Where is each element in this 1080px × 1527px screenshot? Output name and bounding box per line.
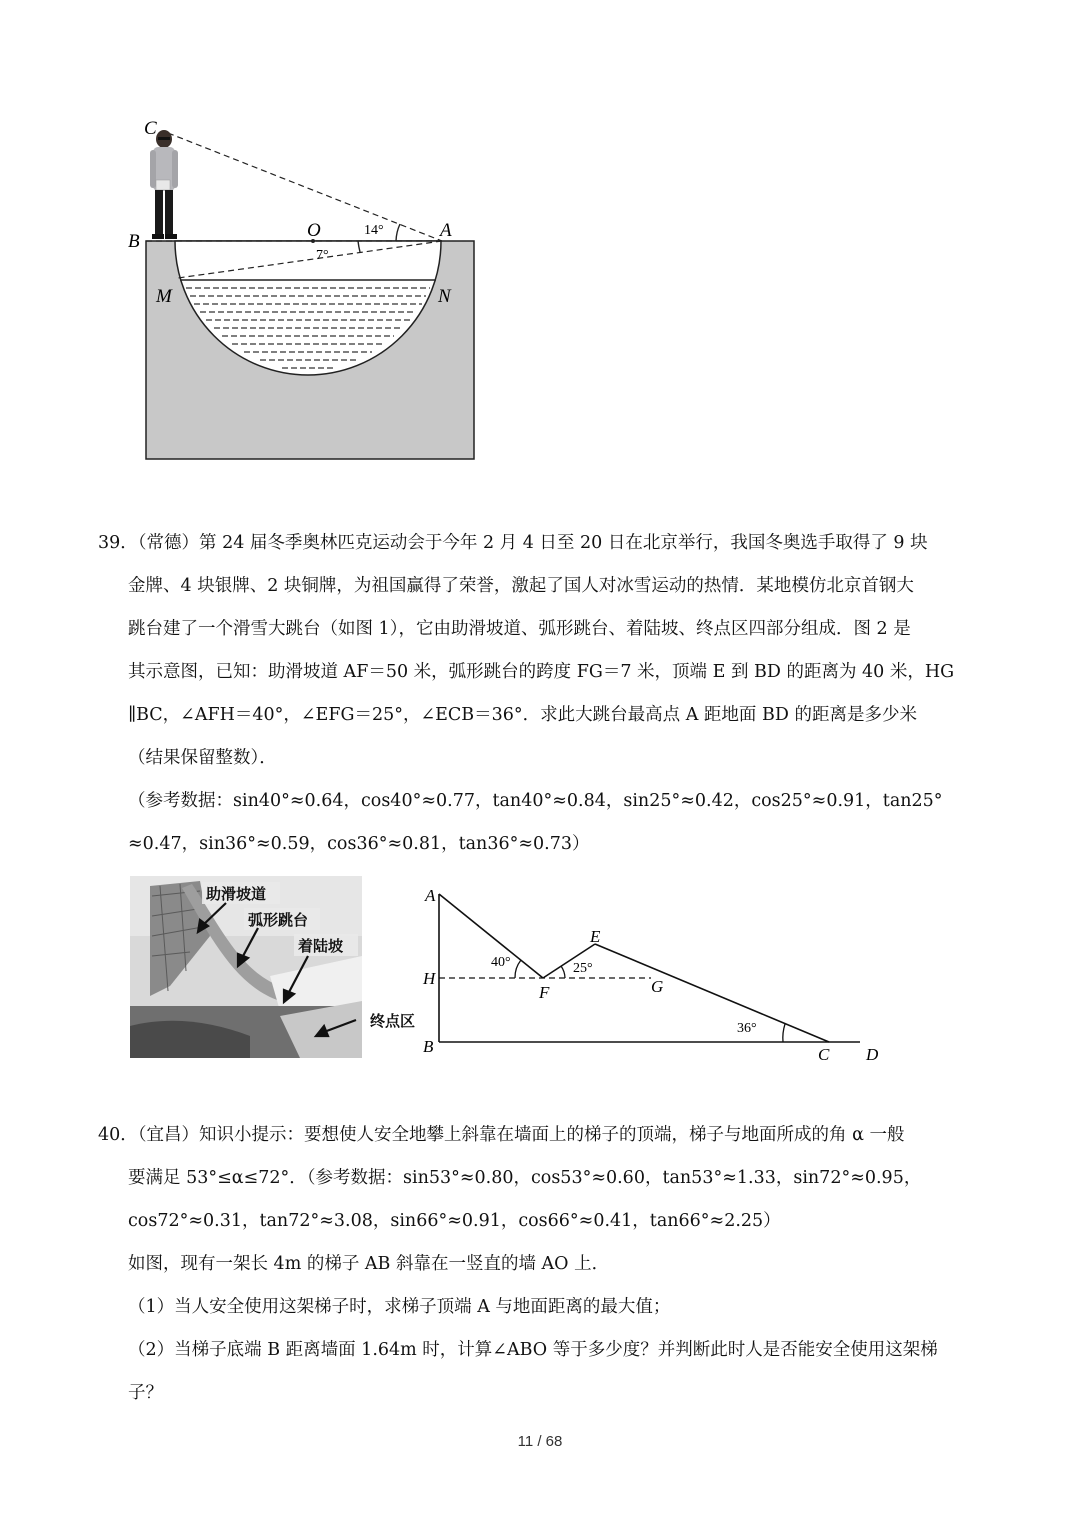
label-B: B [128,231,140,252]
q39-line-5: ∥BC，∠AFH＝40°，∠EFG＝25°，∠ECB＝36°．求此大跳台最高点 A 距地面 BD 的距离是多少米 [128,705,917,725]
figure-bowl [120,110,500,470]
q40-line-2: 要满足 53°≤α≤72°．（参考数据：sin53°≈0.80，cos53°≈0.60，tan53°≈1.33，sin72°≈0.95， [128,1168,922,1188]
q40-line-1: 40．（宜昌）知识小提示：要想使人安全地攀上斜靠在墙面上的梯子的顶端，梯子与地面所成的角 α 一般 [98,1125,905,1145]
label-O: O [307,220,321,241]
angle-label-40: 40° [491,955,511,970]
q40-text [98,1114,958,1415]
diag-label-E: E [590,927,601,946]
angle-label-36: 36° [737,1021,757,1036]
diag-label-C: C [818,1045,830,1064]
angle-arc-14 [396,224,400,241]
photo-label-jump: 弧形跳台 [248,911,309,929]
angle-arc-25 [561,966,565,978]
label-C: C [144,118,157,139]
q39-line-8: ≈0.47，sin36°≈0.59，cos36°≈0.81，tan36°≈0.73） [128,834,590,854]
q40-line-4: 如图，现有一架长 4m 的梯子 AB 斜靠在一竖直的墙 AO 上． [128,1254,610,1274]
angle-label-25: 25° [573,961,593,976]
q39-line-4: 其示意图，已知：助滑坡道 AF＝50 米，弧形跳台的跨度 FG＝7 米，顶端 E 到 BD 的距离为 40 米，HG [128,662,955,682]
angle-label-14: 14° [364,223,384,238]
page-number: 11 / 68 [517,1433,563,1450]
label-A: A [440,220,452,241]
diag-label-H: H [423,969,436,988]
q39-line-2: 金牌、4 块银牌、2 块铜牌，为祖国赢得了荣誉，激起了国人对冰雪运动的热情．某地模仿北京首钢大 [128,576,914,596]
diag-label-D: D [866,1045,879,1064]
diag-label-F: F [539,983,550,1002]
diag-label-B: B [423,1037,434,1056]
q40-line-5: （1）当人安全使用这架梯子时，求梯子顶端 A 与地面距离的最大值； [128,1297,671,1317]
diag-label-G: G [651,977,664,996]
line-CA [168,133,442,241]
segment-EC [595,944,829,1042]
photo-label-ramp: 助滑坡道 [206,885,267,903]
person-figure [150,130,178,239]
q39-line-7: （参考数据：sin40°≈0.64，cos40°≈0.77，tan40°≈0.84，sin25°≈0.42，cos25°≈0.91，tan25° [128,791,943,811]
ski-jump-photo [130,876,362,1058]
label-M: M [156,286,172,307]
q39-text [98,522,958,866]
label-N: N [438,286,451,307]
angle-label-7: 7° [316,248,329,263]
q39-line-3: 跳台建了一个滑雪大跳台（如图 1），它由助滑坡道、弧形跳台、着陆坡、终点区四部分组成．图 2 是 [128,619,911,639]
photo-label-landing: 着陆坡 [298,937,344,955]
diag-label-A: A [425,886,436,905]
q40-line-7: 子？ [128,1383,163,1403]
q40-line-6: （2）当梯子底端 B 距离墙面 1.64m 时，计算∠ABO 等于多少度？并判断此时人是否能安全使用这架梯 [128,1340,938,1360]
photo-label-finish: 终点区 [370,1012,416,1030]
q40-line-3: cos72°≈0.31，tan72°≈3.08，sin66°≈0.91，cos66°≈0.41，tan66°≈2.25） [128,1211,781,1231]
ski-jump-diagram [415,878,890,1068]
q39-line-6: （结果保留整数）． [128,748,277,768]
angle-arc-40 [515,960,521,978]
angle-arc-36 [783,1024,785,1042]
q39-line-1: 39．（常德）第 24 届冬季奥林匹克运动会于今年 2 月 4 日至 20 日在北京举行，我国冬奥选手取得了 9 块 [98,533,928,553]
